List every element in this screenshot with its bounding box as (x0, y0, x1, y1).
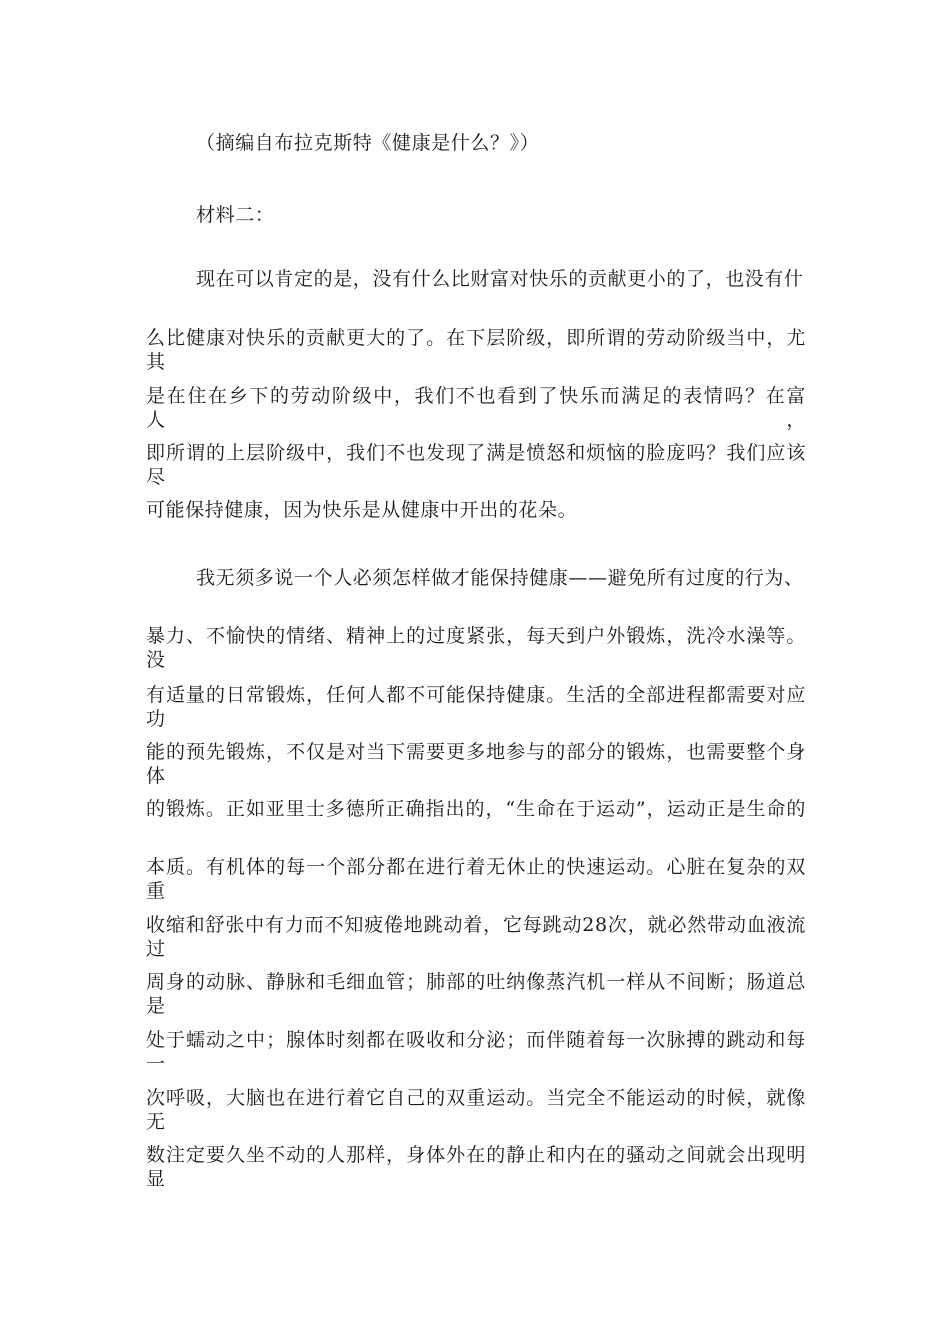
paragraph-line: 即所谓的上层阶级中，我们不也发现了满是愤怒和烦恼的脸庞吗？我们应该尽 (146, 442, 806, 488)
paragraph-line: 收缩和舒张中有力而不知疲倦地跳动着，它每跳动28次，就必然带动血液流过 (146, 914, 806, 960)
paragraph-line: 可能保持健康，因为快乐是从健康中开出的花朵。 (146, 499, 578, 521)
paragraph-line: 数注定要久坐不动的人那样，身体外在的静止和内在的骚动之间就会出现明显 (146, 1144, 806, 1190)
paragraph-line: 能的预先锻炼，不仅是对当下需要更多地参与的部分的锻炼，也需要整个身体 (146, 741, 806, 787)
paragraph-line: 有适量的日常锻炼，任何人都不可能保持健康。生活的全部进程都需要对应功 (146, 684, 806, 730)
paragraph-line: 周身的动脉、静脉和毛细血管；肺部的吐纳像蒸汽机一样从不间断；肠道总是 (146, 971, 806, 1017)
paragraph-line: 现在可以肯定的是，没有什么比财富对快乐的贡献更小的了，也没有什 (196, 268, 804, 290)
paragraph-line: 次呼吸，大脑也在进行着它自己的双重运动。当完全不能运动的时候，就像无 (146, 1087, 806, 1133)
paragraph-line: 的锻炼。正如亚里士多德所正确指出的，“生命在于运动”，运动正是生命的 (146, 798, 806, 820)
source-citation: （摘编自布拉克斯特《健康是什么？》） (196, 132, 540, 154)
paragraph-line: 本质。有机体的每一个部分都在进行着无休止的快速运动。心脏在复杂的双重 (146, 856, 806, 902)
paragraph-line: 么比健康对快乐的贡献更大的了。在下层阶级，即所谓的劳动阶级当中，尤其 (146, 327, 806, 373)
paragraph-line: 我无须多说一个人必须怎样做才能保持健康——避免所有过度的行为、 (196, 567, 804, 589)
paragraph-line: 暴力、不愉快的情绪、精神上的过度紧张，每天到户外锻炼，洗冷水澡等。没 (146, 625, 806, 671)
section-label: 材料二： (196, 204, 275, 226)
paragraph-line: 是在住在乡下的劳动阶级中，我们不也看到了快乐而满足的表情吗？在富人， (146, 385, 806, 431)
paragraph-line: 处于蠕动之中；腺体时刻都在吸收和分泌；而伴随着每一次脉搏的跳动和每一 (146, 1029, 806, 1075)
